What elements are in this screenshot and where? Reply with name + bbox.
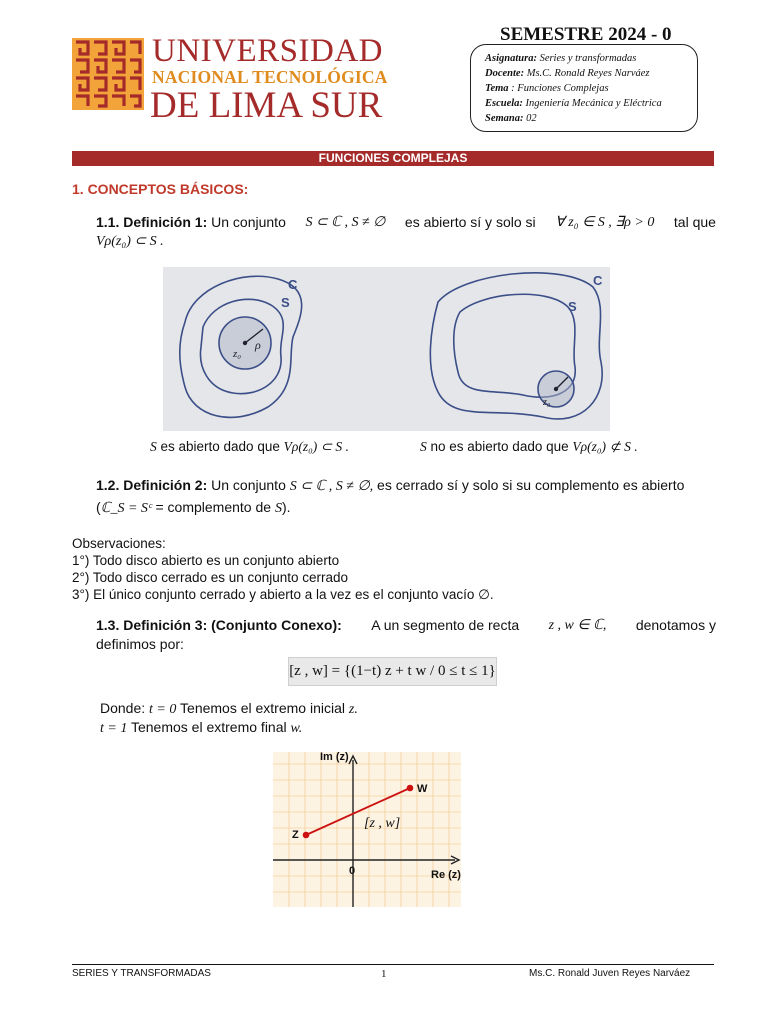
fig1-label-s-right: S bbox=[568, 299, 577, 314]
fig1-label-rho-left: ρ bbox=[255, 338, 261, 352]
fig2-point-w: W bbox=[417, 783, 428, 795]
info-row-week: Semana: 02 bbox=[485, 113, 537, 124]
university-name-line2: NACIONAL TECNOLÓGICA bbox=[152, 67, 388, 87]
open-set-figure bbox=[163, 267, 610, 431]
caption-open-set: S es abierto dado que Vρ(z₀) ⊂ S . bbox=[150, 439, 349, 454]
footer-page-number: 1 bbox=[381, 968, 387, 980]
segment-plane-figure bbox=[273, 752, 461, 907]
section-heading-1: 1. CONCEPTOS BÁSICOS: bbox=[72, 181, 249, 197]
observation-item: 1°) Todo disco abierto es un conjunto abierto bbox=[72, 553, 340, 568]
fig1-label-c-left: C bbox=[288, 277, 298, 292]
fig1-label-s-left: S bbox=[281, 295, 290, 310]
segment-formula: [z , w] = {(1−t) z + t w / 0 ≤ t ≤ 1} bbox=[288, 657, 497, 686]
footer-author: Ms.C. Ronald Juven Reyes Narváez bbox=[529, 968, 691, 979]
donde-line-2: t = 1 Tenemos el extremo final w. bbox=[100, 719, 303, 736]
definition-1: 1.1. Definición 1: Un conjunto S ⊂ ℂ , S ≠ ∅ es abierto sí y solo si ∀ z₀ ∈ S , ∃ρ > 0 tal que Vρ(z₀) ⊂ S . bbox=[96, 214, 716, 249]
fig2-xlabel: Re (z) bbox=[431, 869, 461, 881]
university-name-line3: DE LIMA SUR bbox=[150, 85, 383, 126]
info-row-school: Escuela: Ingeniería Mecánica y Eléctrica bbox=[485, 98, 662, 109]
university-logo bbox=[72, 38, 144, 110]
fig1-label-z0-left: z₀ bbox=[233, 348, 242, 360]
footer-rule bbox=[72, 964, 714, 965]
info-row-subject: Asignatura: Series y transformadas bbox=[485, 53, 637, 64]
fig2-segment-label: [z , w] bbox=[364, 816, 401, 831]
fig1-label-z0-right: z₀ bbox=[543, 397, 551, 408]
observation-item: 3°) El único conjunto cerrado y abierto a la vez es el conjunto vacío ∅. bbox=[72, 587, 494, 602]
caption-not-open-set: S no es abierto dado que Vρ(z₀) ⊄ S . bbox=[420, 439, 638, 454]
fig2-point-z: Z bbox=[292, 829, 299, 841]
definition-2: 1.2. Definición 2: Un conjunto S ⊂ ℂ , S ≠ ∅, es cerrado sí y solo si su complemento es abierto (ℂ_S = Sᶜ = complemento de S). bbox=[96, 477, 685, 516]
document-title-bar: FUNCIONES COMPLEJAS bbox=[72, 151, 714, 166]
fig2-origin: 0 bbox=[349, 865, 356, 877]
fig1-label-c-right: C bbox=[593, 273, 603, 288]
donde-line-1: Donde: t = 0 Tenemos el extremo inicial z. bbox=[100, 700, 358, 717]
fig2-ylabel: Im (z) bbox=[320, 752, 349, 763]
footer-course: SERIES Y TRANSFORMADAS bbox=[72, 968, 211, 979]
definition-3: 1.3. Definición 3: (Conjunto Conexo): A un segmento de recta z , w ∈ ℂ, denotamos y definimos por: bbox=[96, 617, 716, 652]
observation-item: 2°) Todo disco cerrado es un conjunto cerrado bbox=[72, 570, 349, 585]
observations-title: Observaciones: bbox=[72, 536, 166, 551]
info-row-teacher: Docente: Ms.C. Ronald Reyes Narváez bbox=[485, 68, 650, 79]
university-name-line1: UNIVERSIDAD bbox=[152, 33, 383, 69]
info-row-topic: Tema : Funciones Complejas bbox=[485, 83, 609, 94]
course-info-box bbox=[470, 44, 698, 132]
semester-title: SEMESTRE 2024 - 0 bbox=[500, 24, 672, 45]
observations bbox=[72, 535, 494, 603]
